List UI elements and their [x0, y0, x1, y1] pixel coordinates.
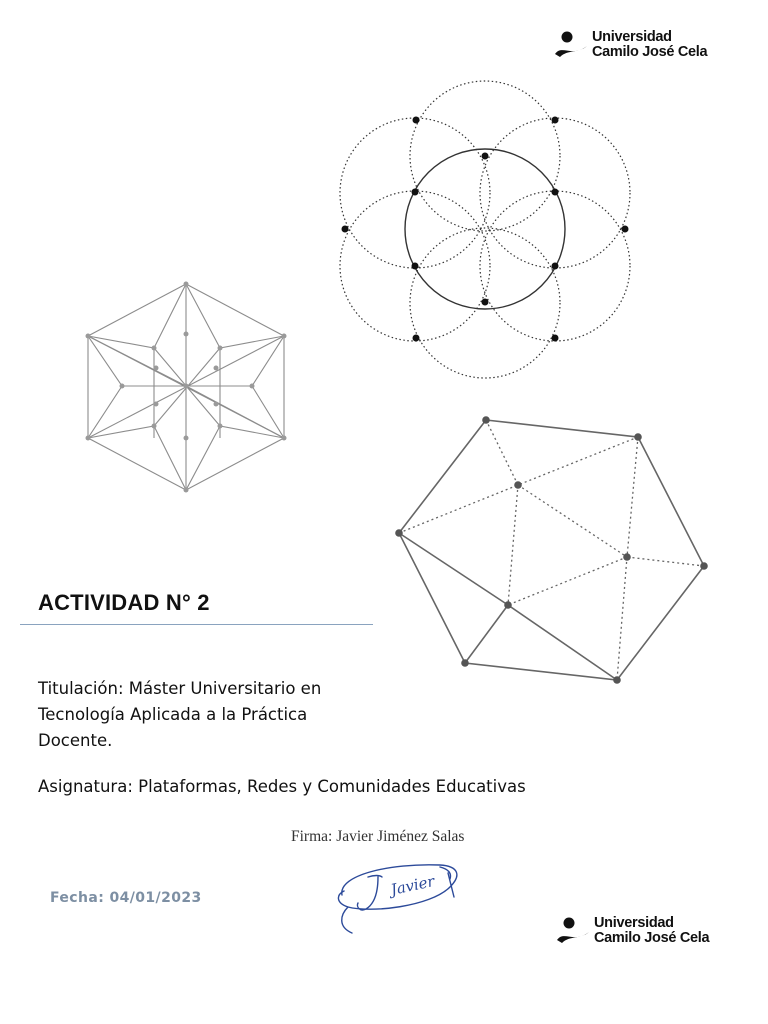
signature-text: Javier — [389, 872, 437, 899]
ucjc-logo-icon — [556, 916, 590, 946]
handwritten-signature — [330, 855, 465, 940]
flower-of-life-figure — [330, 76, 640, 380]
titulacion-block — [38, 676, 368, 754]
activity-title: ACTIVIDAD N° 2 — [38, 590, 210, 615]
asignatura-label: Asignatura: — [38, 777, 133, 796]
titulacion-value: Máster Universitario en Tecnología Aplicada a la Práctica Docente. — [38, 679, 322, 750]
hexagram-figure — [82, 278, 292, 496]
university-logo-bottom — [556, 916, 709, 946]
university-logo-top — [554, 30, 707, 60]
logo-line-2: Camilo José Cela — [592, 44, 708, 60]
logo-line-2: Camilo José Cela — [594, 930, 710, 946]
ucjc-logo-icon — [554, 30, 588, 60]
title-underline — [20, 624, 373, 625]
asignatura-value: Plataformas, Redes y Comunidades Educativas — [138, 777, 526, 796]
icosahedron-figure — [390, 410, 715, 690]
fecha-text: Fecha: 04/01/2023 — [50, 890, 202, 906]
logo-line-1: Universidad — [594, 915, 674, 931]
titulacion-label: Titulación: — [38, 679, 124, 698]
logo-line-1: Universidad — [592, 29, 672, 45]
firma-text: Firma: Javier Jiménez Salas — [291, 828, 465, 845]
asignatura-block — [38, 775, 738, 799]
